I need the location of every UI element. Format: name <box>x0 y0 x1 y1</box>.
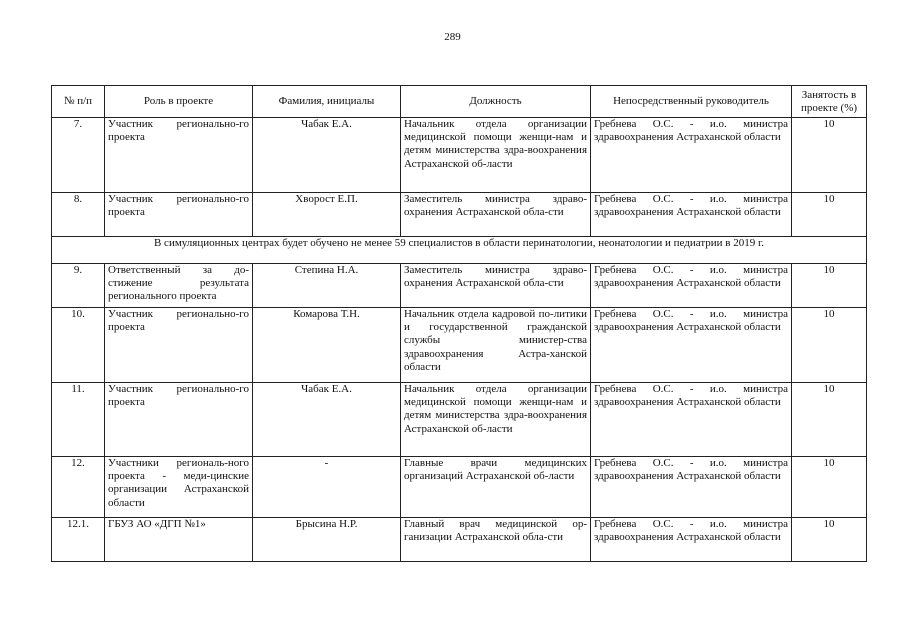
row-occupancy: 10 <box>792 118 867 193</box>
row-occupancy: 10 <box>792 308 867 383</box>
row-name: Чабак Е.А. <box>253 383 401 457</box>
row-name: Комарова Т.Н. <box>253 308 401 383</box>
row-manager: Гребнева О.С. - и.о. министра здравоохранения Астраханской области <box>591 264 792 308</box>
row-number: 10. <box>52 308 105 383</box>
row-manager: Гребнева О.С. - и.о. министра здравоохранения Астраханской области <box>591 518 792 562</box>
row-role: Участники региональ-ного проекта - меди-цинские организации Астраханской области <box>105 457 253 518</box>
row-number: 8. <box>52 193 105 237</box>
header-num: № п/п <box>52 86 105 118</box>
row-role: Участник регионально-го проекта <box>105 118 253 193</box>
table-row <box>52 118 867 193</box>
row-role: ГБУЗ АО «ДГП №1» <box>105 518 253 562</box>
row-position: Главные врачи медицинских организаций Астраханской об-ласти <box>401 457 591 518</box>
row-role: Участник регионально-го проекта <box>105 383 253 457</box>
page-number: 289 <box>444 31 461 43</box>
row-occupancy: 10 <box>792 383 867 457</box>
row-manager: Гребнева О.С. - и.о. министра здравоохранения Астраханской области <box>591 118 792 193</box>
header-occupancy: Занятость в проекте (%) <box>792 86 867 118</box>
row-role: Участник регионально-го проекта <box>105 308 253 383</box>
row-name: Брысина Н.Р. <box>253 518 401 562</box>
table-row <box>52 518 867 562</box>
row-number: 12.1. <box>52 518 105 562</box>
row-manager: Гребнева О.С. - и.о. министра здравоохранения Астраханской области <box>591 193 792 237</box>
row-manager: Гребнева О.С. - и.о. министра здравоохранения Астраханской области <box>591 308 792 383</box>
row-role: Ответственный за до-стижение результата регионального проекта <box>105 264 253 308</box>
header-position: Должность <box>401 86 591 118</box>
row-role: Участник регионально-го проекта <box>105 193 253 237</box>
header-manager: Непосредственный руководитель <box>591 86 792 118</box>
table-row <box>52 457 867 518</box>
header-role: Роль в проекте <box>105 86 253 118</box>
header-name: Фамилия, инициалы <box>253 86 401 118</box>
table-row <box>52 308 867 383</box>
row-number: 9. <box>52 264 105 308</box>
row-number: 11. <box>52 383 105 457</box>
row-name: Степина Н.А. <box>253 264 401 308</box>
table-row <box>52 383 867 457</box>
row-occupancy: 10 <box>792 457 867 518</box>
row-position: Начальник отдела кадровой по-литики и государственной гражданской службы министер-ства здравоохранения Астра-ханской области <box>401 308 591 383</box>
row-manager: Гребнева О.С. - и.о. министра здравоохранения Астраханской области <box>591 383 792 457</box>
row-occupancy: 10 <box>792 518 867 562</box>
row-position: Начальник отдела организации медицинской помощи женщи-нам и детям министерства здра-воохранения Астраханской об-ласти <box>401 118 591 193</box>
row-number: 12. <box>52 457 105 518</box>
row-occupancy: 10 <box>792 264 867 308</box>
section-note: В симуляционных центрах будет обучено не менее 59 специалистов в области перинатологии, неонатологии и педиатрии в 2019 г. <box>52 237 867 264</box>
table-row <box>52 264 867 308</box>
row-name: Чабак Е.А. <box>253 118 401 193</box>
row-position: Начальник отдела организации медицинской помощи женщи-нам и детям министерства здра-воохранения Астраханской об-ласти <box>401 383 591 457</box>
table-row <box>52 193 867 237</box>
row-name: - <box>253 457 401 518</box>
project-staff-table <box>51 85 867 562</box>
row-position: Заместитель министра здраво-охранения Астраханской обла-сти <box>401 193 591 237</box>
row-name: Хворост Е.П. <box>253 193 401 237</box>
row-position: Заместитель министра здраво-охранения Астраханской обла-сти <box>401 264 591 308</box>
row-manager: Гребнева О.С. - и.о. министра здравоохранения Астраханской области <box>591 457 792 518</box>
row-number: 7. <box>52 118 105 193</box>
row-occupancy: 10 <box>792 193 867 237</box>
row-position: Главный врач медицинской ор-ганизации Астраханской обла-сти <box>401 518 591 562</box>
table-header-row <box>52 86 867 118</box>
section-note-row <box>52 237 867 264</box>
